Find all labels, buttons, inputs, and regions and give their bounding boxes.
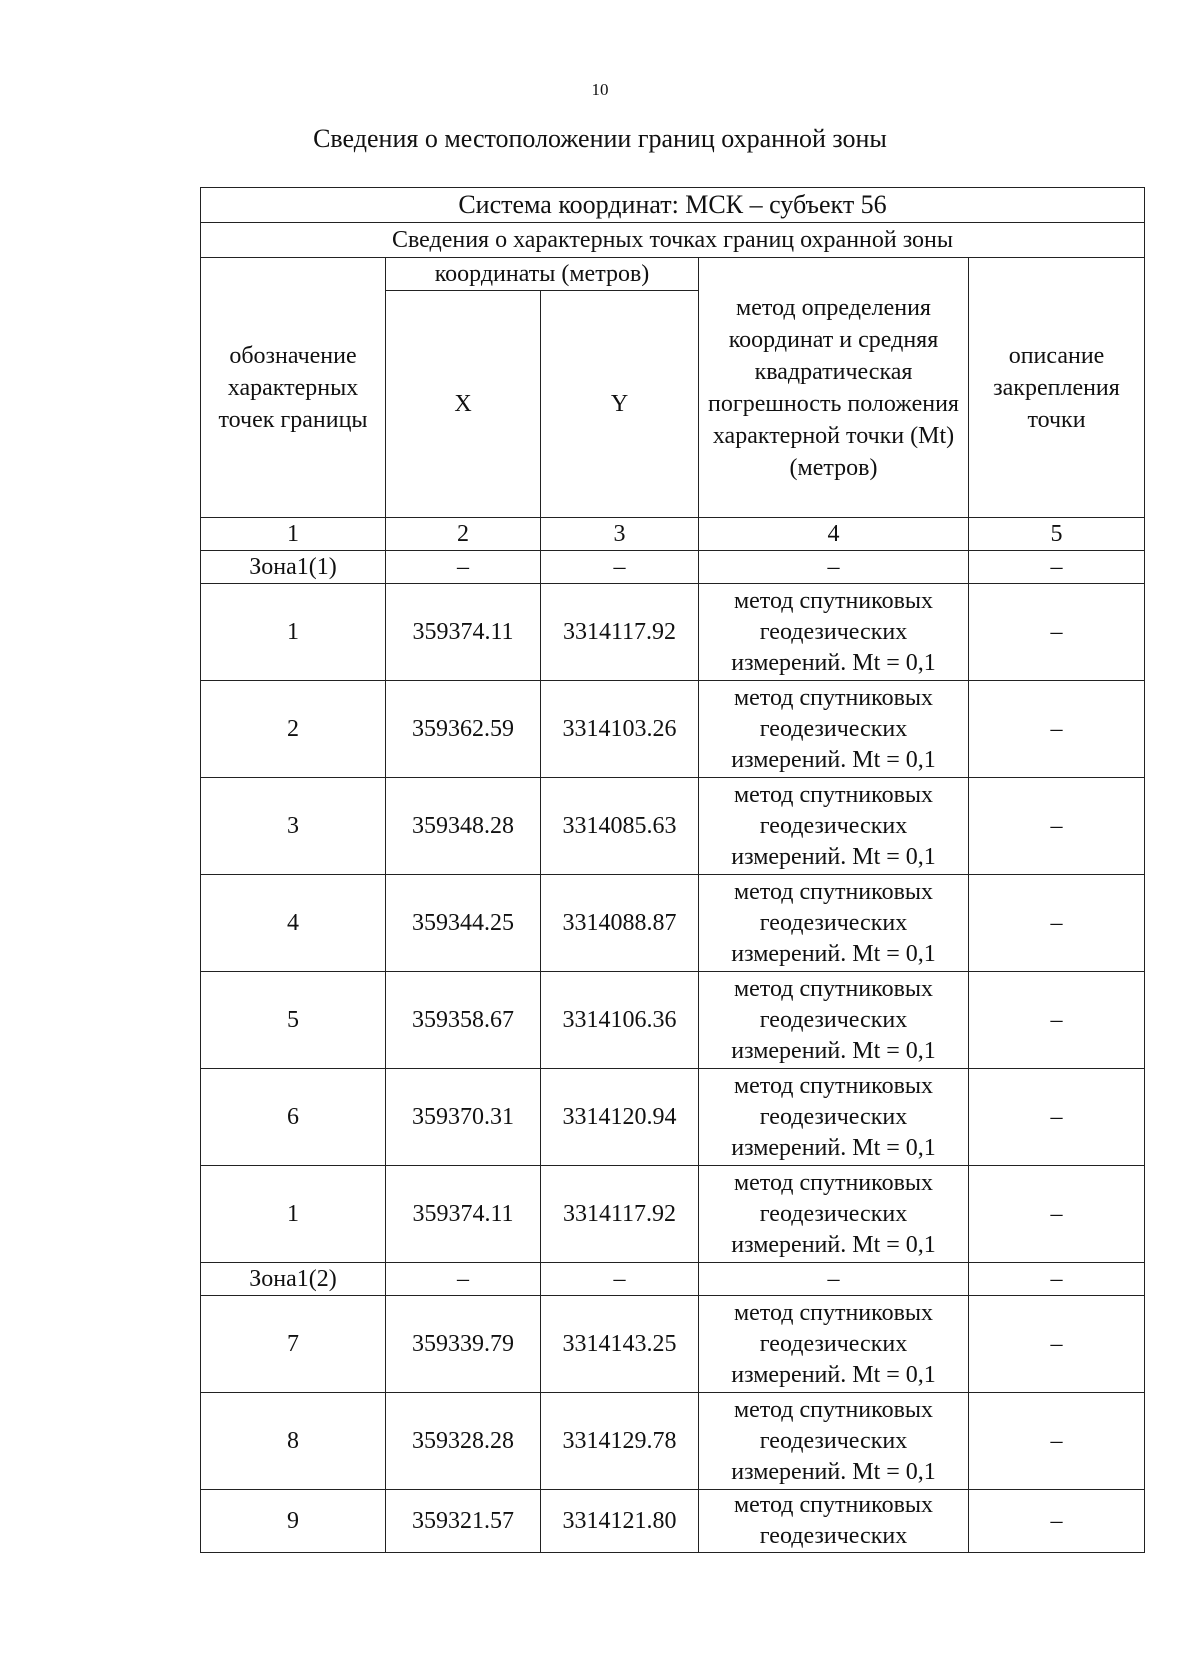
header-method: метод определения координат и средняя квадратическая погрешность положения характерной точки (Mt) (метров)	[699, 258, 969, 518]
point-id: 1	[201, 1166, 386, 1263]
coordinate-system-row	[201, 188, 1145, 223]
table-row	[201, 778, 1145, 875]
point-description: –	[969, 584, 1145, 681]
point-description: –	[969, 1069, 1145, 1166]
column-numbers-row	[201, 518, 1145, 551]
point-y: 3314085.63	[541, 778, 699, 875]
zone-row	[201, 1263, 1145, 1296]
point-description: –	[969, 1296, 1145, 1393]
point-x: 359374.11	[386, 1166, 541, 1263]
point-id: 6	[201, 1069, 386, 1166]
coordinates-table	[200, 187, 1145, 1553]
table-row	[201, 1296, 1145, 1393]
column-number: 3	[541, 518, 699, 551]
header-description: описание закрепления точки	[969, 258, 1145, 518]
point-method: метод спутниковых геодезических измерений. Mt = 0,1	[699, 875, 969, 972]
table-row	[201, 875, 1145, 972]
document-title: Сведения о местоположении границ охранной зоны	[313, 124, 887, 153]
point-y: 3314117.92	[541, 584, 699, 681]
point-id: 3	[201, 778, 386, 875]
point-id: 5	[201, 972, 386, 1069]
point-method: метод спутниковых геодезических измерений. Mt = 0,1	[699, 972, 969, 1069]
point-method: метод спутниковых геодезических измерений. Mt = 0,1	[699, 1393, 969, 1490]
point-y: 3314088.87	[541, 875, 699, 972]
point-x: 359348.28	[386, 778, 541, 875]
point-method: метод спутниковых геодезических	[699, 1490, 969, 1553]
header-row	[201, 258, 1145, 291]
point-x: 359344.25	[386, 875, 541, 972]
table-row	[201, 972, 1145, 1069]
point-y: 3314120.94	[541, 1069, 699, 1166]
point-x: 359362.59	[386, 681, 541, 778]
dash-cell: –	[541, 1263, 699, 1296]
column-number: 1	[201, 518, 386, 551]
dash-cell: –	[969, 551, 1145, 584]
point-description: –	[969, 778, 1145, 875]
point-description: –	[969, 972, 1145, 1069]
point-description: –	[969, 681, 1145, 778]
point-y: 3314143.25	[541, 1296, 699, 1393]
point-method: метод спутниковых геодезических измерений. Mt = 0,1	[699, 1166, 969, 1263]
column-number: 4	[699, 518, 969, 551]
info-label: Сведения о характерных точках границ охранной зоны	[201, 223, 1145, 258]
point-x: 359374.11	[386, 584, 541, 681]
zone-row	[201, 551, 1145, 584]
dash-cell: –	[386, 551, 541, 584]
point-description: –	[969, 1166, 1145, 1263]
dash-cell: –	[969, 1263, 1145, 1296]
point-id: 2	[201, 681, 386, 778]
point-method: метод спутниковых геодезических измерений. Mt = 0,1	[699, 1296, 969, 1393]
point-y: 3314117.92	[541, 1166, 699, 1263]
point-y: 3314106.36	[541, 972, 699, 1069]
zone-name: Зона1(2)	[201, 1263, 386, 1296]
header-designation: обозначение характерных точек границы	[201, 258, 386, 518]
dash-cell: –	[699, 551, 969, 584]
point-id: 1	[201, 584, 386, 681]
column-number: 5	[969, 518, 1145, 551]
point-x: 359339.79	[386, 1296, 541, 1393]
point-y: 3314121.80	[541, 1490, 699, 1553]
point-id: 8	[201, 1393, 386, 1490]
point-y: 3314129.78	[541, 1393, 699, 1490]
point-y: 3314103.26	[541, 681, 699, 778]
point-x: 359328.28	[386, 1393, 541, 1490]
coordinate-system-label: Система координат: МСК – субъект 56	[201, 188, 1145, 223]
header-x: X	[386, 291, 541, 518]
dash-cell: –	[699, 1263, 969, 1296]
point-description: –	[969, 1490, 1145, 1553]
column-number: 2	[386, 518, 541, 551]
point-x: 359358.67	[386, 972, 541, 1069]
header-y: Y	[541, 291, 699, 518]
table-row	[201, 681, 1145, 778]
point-description: –	[969, 1393, 1145, 1490]
point-method: метод спутниковых геодезических измерений. Mt = 0,1	[699, 778, 969, 875]
info-row	[201, 223, 1145, 258]
header-coordinates: координаты (метров)	[386, 258, 699, 291]
dash-cell: –	[386, 1263, 541, 1296]
table-row	[201, 1166, 1145, 1263]
zone-name: Зона1(1)	[201, 551, 386, 584]
point-x: 359321.57	[386, 1490, 541, 1553]
point-description: –	[969, 875, 1145, 972]
point-id: 9	[201, 1490, 386, 1553]
point-method: метод спутниковых геодезических измерений. Mt = 0,1	[699, 681, 969, 778]
table-body	[201, 551, 1145, 1553]
table-row	[201, 1393, 1145, 1490]
table-row	[201, 584, 1145, 681]
point-id: 4	[201, 875, 386, 972]
point-x: 359370.31	[386, 1069, 541, 1166]
page-number: 10	[591, 80, 609, 99]
dash-cell: –	[541, 551, 699, 584]
table-row	[201, 1490, 1145, 1553]
point-method: метод спутниковых геодезических измерений. Mt = 0,1	[699, 584, 969, 681]
point-id: 7	[201, 1296, 386, 1393]
point-method: метод спутниковых геодезических измерений. Mt = 0,1	[699, 1069, 969, 1166]
table-row	[201, 1069, 1145, 1166]
